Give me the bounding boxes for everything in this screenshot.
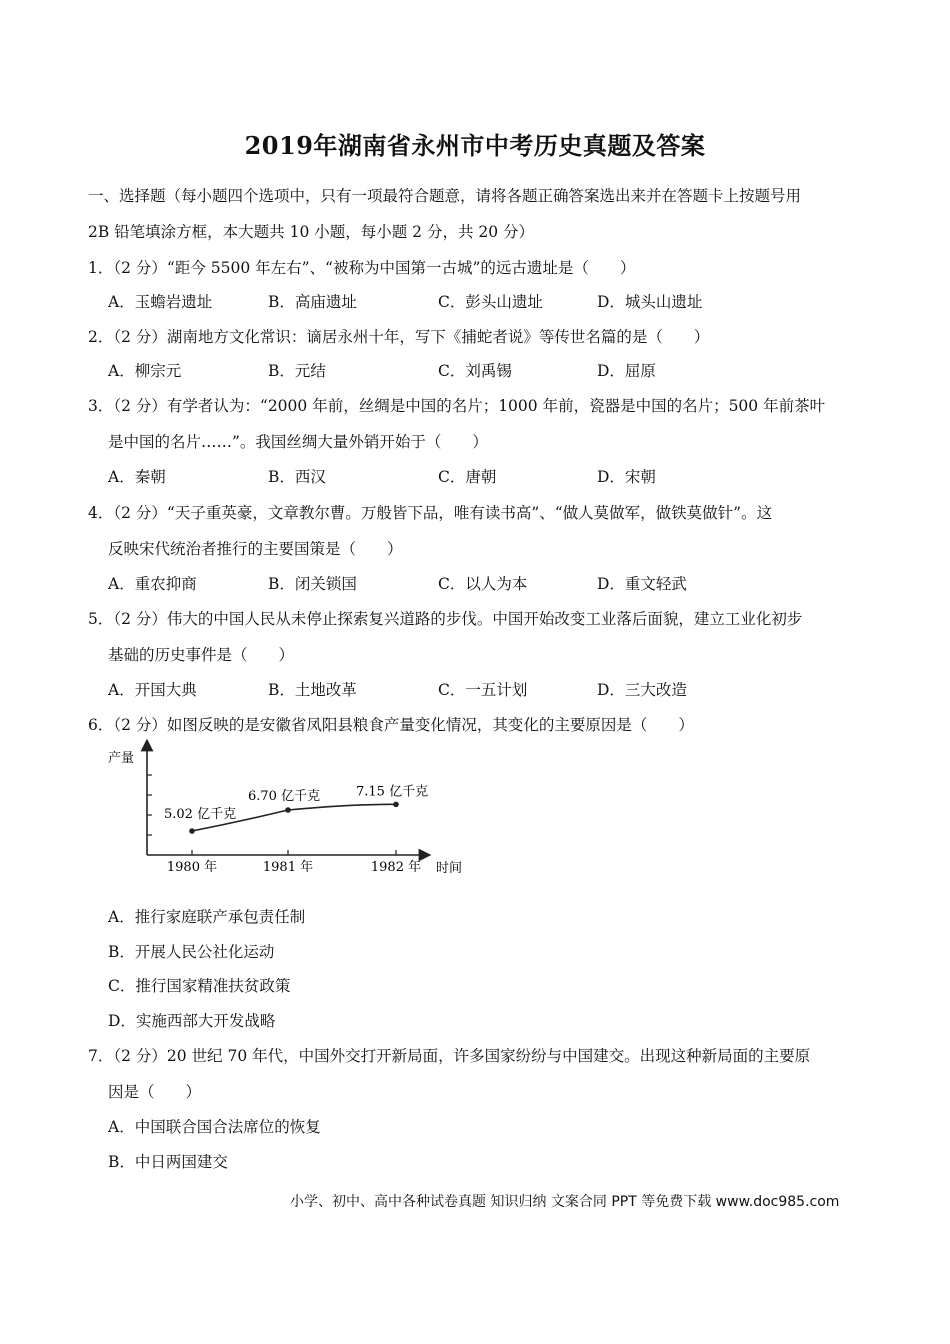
question-3-option-b: B．西汉 [268, 468, 326, 486]
question-1-option-c: C．彭头山遗址 [438, 293, 543, 311]
question-3-option-a: A．秦朝 [108, 468, 166, 486]
section-instructions-line1: 一、选择题（每小题四个选项中，只有一项最符合题意，请将各题正确答案选出来并在答题卡上按题号用 [88, 187, 802, 205]
question-4-text-line2: 反映宋代统治者推行的主要国策是（ ） [108, 540, 403, 558]
question-1-option-d: D．城头山遗址 [597, 293, 703, 311]
question-7-option-b: B．中日两国建交 [108, 1153, 228, 1171]
question-6-option-b: B．开展人民公社化运动 [108, 943, 275, 961]
data-point [285, 807, 291, 813]
question-5-option-a: A．开国大典 [108, 681, 197, 699]
question-4-option-d: D．重文轻武 [597, 575, 687, 593]
question-6-option-d: D．实施西部大开发战略 [108, 1012, 276, 1030]
question-3-text-line1: 3．（2 分）有学者认为：“2000 年前，丝绸是中国的名片；1000 年前，瓷器是中国的名片；500 年前茶叶 [88, 397, 826, 415]
x-axis-label: 时间 [436, 861, 463, 876]
question-3-option-d: D．宋朝 [597, 468, 656, 486]
question-2-option-a: A．柳宗元 [108, 362, 182, 380]
x-tick-label: 1981 年 [262, 860, 314, 875]
question-4-option-b: B．闭关锁国 [268, 575, 357, 593]
question-4-option-c: C．以人为本 [438, 575, 528, 593]
question-6-option-c: C．推行国家精准扶贫政策 [108, 977, 291, 995]
question-1-option-a: A．玉蟾岩遗址 [108, 293, 213, 311]
question-5-text-line1: 5．（2 分）伟大的中国人民从未停止探索复兴道路的步伐。中国开始改变工业落后面貌，建立工业化初步 [88, 610, 803, 628]
data-label: 7.15 亿千克 [356, 784, 429, 800]
question-5-option-d: D．三大改造 [597, 681, 687, 699]
x-tick-label: 1982 年 [370, 860, 422, 875]
question-7-text-line2: 因是（ ） [108, 1083, 202, 1101]
data-point [393, 802, 399, 808]
y-axis-label: 产量 [108, 751, 135, 766]
section-instructions-line2: 2B 铅笔填涂方框，本大题共 10 小题，每小题 2 分，共 20 分） [88, 223, 535, 241]
data-label: 5.02 亿千克 [164, 807, 237, 822]
question-2-option-c: C．刘禹锡 [438, 362, 512, 380]
grain-output-chart [100, 738, 480, 883]
question-7-text-line1: 7．（2 分）20 世纪 70 年代，中国外交打开新局面，许多国家纷纷与中国建交。出现这种新局面的主要原 [88, 1047, 811, 1065]
question-7-option-a: A．中国联合国合法席位的恢复 [108, 1118, 321, 1136]
data-point [189, 828, 195, 834]
question-2-option-b: B．元结 [268, 362, 326, 380]
question-3-option-c: C．唐朝 [438, 468, 497, 486]
question-4-text-line1: 4．（2 分）“天子重英豪，文章教尔曹。万般皆下品，唯有读书高”、“做人莫做军，做铁莫做针”。这 [88, 504, 773, 522]
data-label: 6.70 亿千克 [248, 789, 321, 804]
question-6-option-a: A．推行家庭联产承包责任制 [108, 908, 306, 926]
question-1-text: 1．（2 分）“距今 5500 年左右”、“被称为中国第一古城”的远古遗址是（ ） [88, 259, 636, 277]
question-2-text: 2．（2 分）湖南地方文化常识：谪居永州十年，写下《捕蛇者说》等传世名篇的是（ ） [88, 328, 710, 346]
page-title: 2019年湖南省永州市中考历史真题及答案 [244, 131, 706, 160]
x-tick-label: 1980 年 [166, 860, 218, 875]
question-6-text: 6．（2 分）如图反映的是安徽省凤阳县粮食产量变化情况，其变化的主要原因是（ ） [88, 716, 694, 734]
question-5-option-c: C．一五计划 [438, 681, 528, 699]
page-footer: 小学、初中、高中各种试卷真题 知识归纳 文案合同 PPT 等免费下载 www.doc985.com [290, 1194, 840, 1210]
question-5-option-b: B．土地改革 [268, 681, 357, 699]
question-2-option-d: D．屈原 [597, 362, 656, 380]
question-4-option-a: A．重农抑商 [108, 575, 197, 593]
question-5-text-line2: 基础的历史事件是（ ） [108, 646, 295, 664]
question-3-text-line2: 是中国的名片……”。我国丝绸大量外销开始于（ ） [108, 433, 488, 451]
question-1-option-b: B．高庙遗址 [268, 293, 357, 311]
